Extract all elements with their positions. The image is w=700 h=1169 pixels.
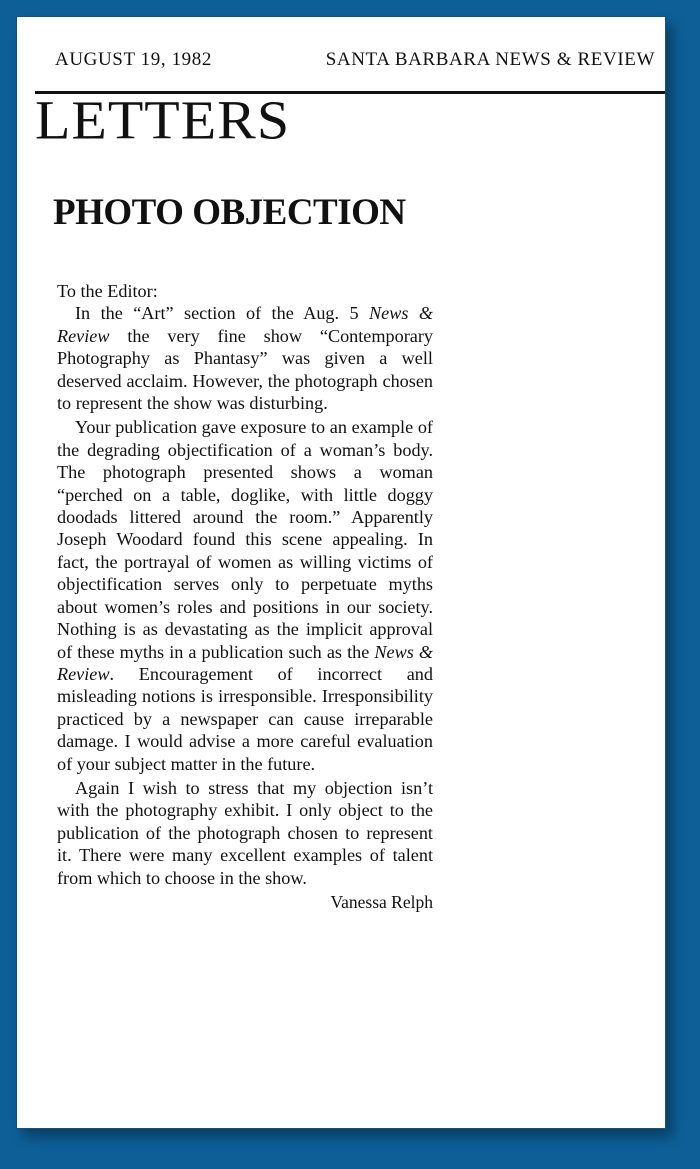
paragraph-2-text-a: Your publication gave exposure to an example of the degrading objectification of a woman’s body. The photograph presented shows a woman “perched on a table, doglike, with little doggy doodads littered around the room.” Apparently Joseph Woodard found this scene appealing. In fact, the portrayal of women as willing victims of objectification serves only to perpetuate myths about women’s roles and positions in our society. Nothing is as devastating as the implicit approval of these myths in a publication such as the <box>57 417 433 662</box>
paragraph-1-text-a: In the “Art” section of the Aug. 5 <box>75 303 370 324</box>
masthead-publication: SANTA BARBARA NEWS & REVIEW <box>325 49 655 70</box>
publication-name: News & Review <box>57 641 433 684</box>
letter-headline: PHOTO OBJECTION <box>53 192 406 233</box>
letter-paragraph-3: Again I wish to stress that my objection isn’t with the photography exhibit. I only object to the publication of the photograph chosen to represent it. There were many excellent examples of talent from which to choose in the show. <box>57 777 433 888</box>
masthead-date: AUGUST 19, 1982 <box>55 49 212 70</box>
letter-signature: Vanessa Relph <box>330 891 433 912</box>
letter-paragraph-1 <box>57 302 433 414</box>
newspaper-clipping <box>16 16 666 1129</box>
letter-body <box>57 280 433 913</box>
masthead <box>55 49 655 71</box>
publication-name: News & Review <box>57 303 434 346</box>
paragraph-2-text-b: . Encouragement of incorrect and misleading notions is irresponsible. Irresponsibility practiced by a newspaper can cause irreparable damage. I would advise a more careful evaluation of your subject matter in the future. <box>57 663 433 774</box>
section-title: LETTERS <box>35 89 291 151</box>
letter-paragraph-2 <box>57 416 433 775</box>
paragraph-1-text-b: the very fine show “Contemporary Photography as Phantasy” was given a well deserved acclaim. However, the photograph chosen to represent the show was disturbing. <box>57 325 433 414</box>
letter-salutation: To the Editor: <box>57 281 158 301</box>
